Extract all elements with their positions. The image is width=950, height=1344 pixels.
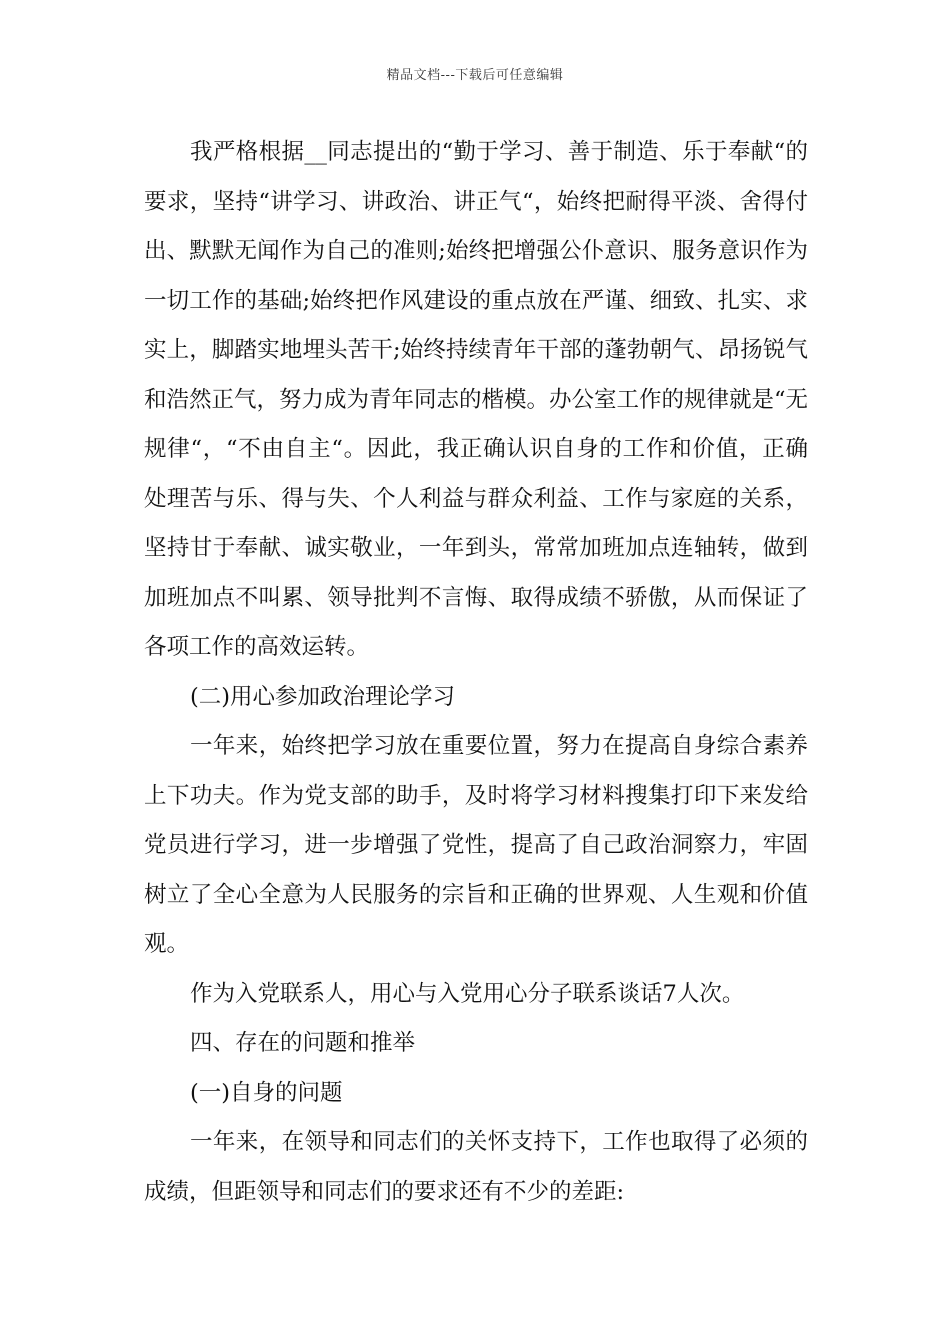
section-heading-political-study: (二)用心参加政治理论学习 (190, 683, 456, 710)
document-body (144, 128, 808, 1217)
subsection-heading-own-problems: (一)自身的问题 (190, 1079, 343, 1106)
page-header: 精品文档---下载后可任意编辑 (386, 68, 564, 83)
paragraph-own-problems: 一年来，在领导和同志们的关怀支持下，工作也取得了必须的成绩，但距领导和同志们的要求还有不少的差距: (144, 1129, 808, 1205)
paragraph-work-attitude: 我严格根据__同志提出的“勤于学习、善于制造、乐于奉献“的要求，坚持“讲学习、讲政治、讲正气“，始终把耐得平淡、舍得付出、默默无闻作为自己的准则;始终把增强公仆意识、服务意识作为一切工作的基础;始终把作风建设的重点放在严谨、细致、扎实、求实上，脚踏实地埋头苦干;始终持续青年干部的蓬勃朝气、昂扬锐气和浩然正气，努力成为青年同志的楷模。办公室工作的规律就是“无规律“，“不由自主“。因此，我正确认识自身的工作和价值，正确处理苦与乐、得与失、个人利益与群众利益、工作与家庭的关系，坚持甘于奉献、诚实敬业，一年到头，常常加班加点连轴转，做到加班加点不叫累、领导批判不言悔、取得成绩不骄傲，从而保证了各项工作的高效运转。 (144, 139, 809, 660)
section-heading-problems: 四、存在的问题和推举 (190, 1030, 416, 1056)
paragraph-party-contact: 作为入党联系人，用心与入党用心分子联系谈话7人次。 (190, 980, 745, 1007)
paragraph-political-study: 一年来，始终把学习放在重要位置，努力在提高自身综合素养上下功夫。作为党支部的助手，及时将学习材料搜集打印下来发给党员进行学习，进一步增强了党性，提高了自己政治洞察力，牢固树立了全心全意为人民服务的宗旨和正确的世界观、人生观和价值观。 (144, 733, 808, 957)
